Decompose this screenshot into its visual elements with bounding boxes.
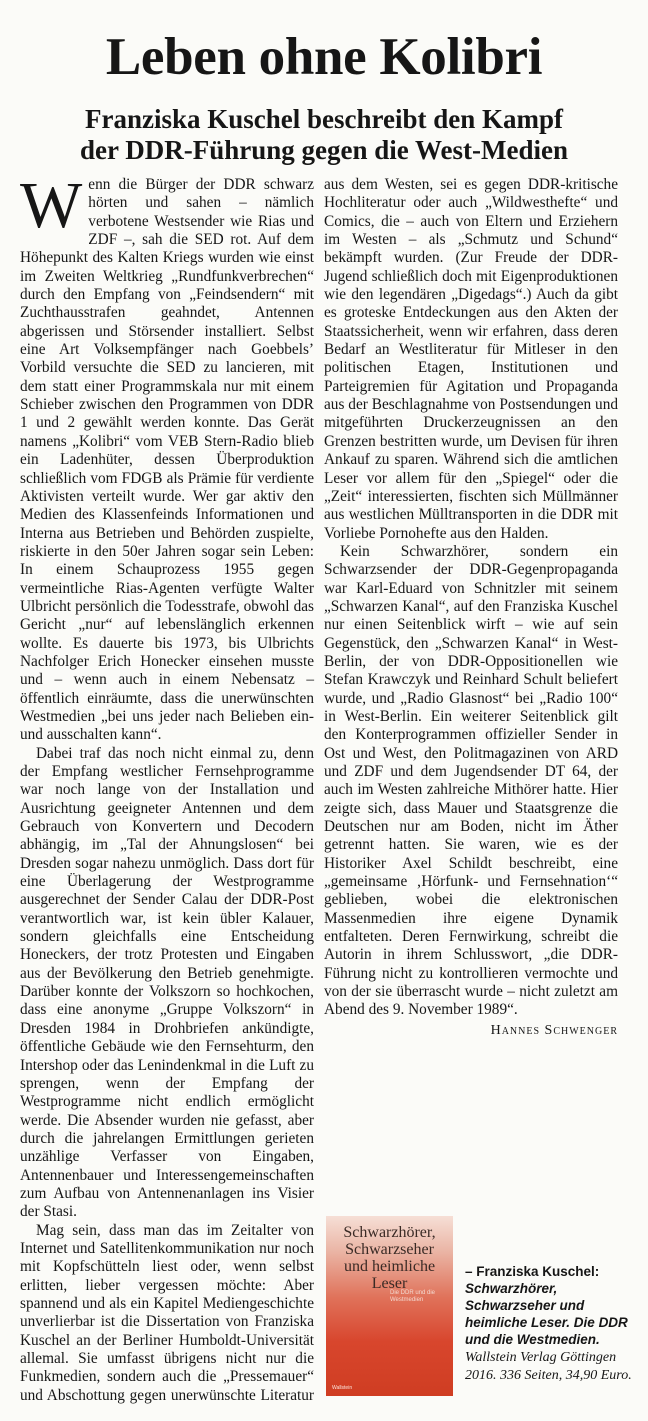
book-cover-title-line: Schwarzseher — [345, 1241, 434, 1258]
book-cover-title-line: Leser — [371, 1275, 408, 1292]
article-column-right — [324, 176, 618, 1040]
book-cover-title-line: Schwarzhörer, — [343, 1224, 436, 1241]
paragraph-1-text: enn die Bürger der DDR schwarz hörten und sahen – nämlich verbotene Westsender wie Rias und ZDF –, sah die SED rot. Auf dem Höhepunkt des Kalten Kriegs wurden wie einst im Zweiten Weltkrieg „Rundfunkverbrechen“ durch den Empfang von „Feindsendern“ mit Zuchthausstrafen geahndet, Antennen abgerissen und Störsender installiert. Selbst eine Art Volksempfänger nach Goebbels’ Vorbild versuchte die SED zu lancieren, mit dem statt einer Programmskala nur mit einem Schieber zwischen den Programmen von DDR 1 und 2 gewählt werden konnte. Das Gerät namens „Kolibri“ vom VEB Stern-Radio blieb ein Ladenhüter, dessen Überproduktion schließlich vom FDGB als Prämie für verdiente Aktivisten verteilt wurde. Wer gar aktiv den Medien des Klassenfeinds Informationen und Interna aus Betrieben und Behörden zuspielte, riskierte in den 50er Jahren sogar sein Leben: In einem Schauprozess 1955 gegen vermeintliche Rias-Agenten verfügte Walter Ulbricht persönlich die Todesstrafe, obwohl das Gericht „nur“ auf lebenslänglich erkennen wollte. Es dauerte bis 1973, bis Ulbrichts Nachfolger Erich Honecker einsehen musste und – wenn auch in einem Nebensatz – öffentlich einräumte, dass die unerwünschten Westmedien „bei uns jeder nach Belieben ein- und ausschalten kann“. — [20, 176, 314, 744]
book-caption — [465, 1263, 635, 1384]
paragraph-3: Mag sein, dass man das im Zeitalter von Internet und Satellitenkommunikation nur noch mit Kopfschütteln liest oder, wenn selbst erlitten, lieber vergessen möchte: Aber spannend und als ein Kapitel Mediengeschichte unverlierbar ist die Dissertation von Franziska Kuschel an der Berliner Humboldt-Universität allemal. Sie umfasst übrigens nicht nur die Funkmedien, sondern auch die „Pressemauer“ und Abschottung gegen unerwünschte Literatur — [20, 1221, 314, 1404]
book-cover-subtitle: Die DDR und die Westmedien — [390, 1290, 436, 1303]
headline: Leben ohne Kolibri — [105, 28, 543, 86]
book-cover-title — [332, 1224, 447, 1292]
subtitle-line-1: Franziska Kuschel beschreibt den Kampf — [84, 104, 564, 134]
book-cover-image — [326, 1216, 453, 1396]
drop-cap: W — [20, 169, 83, 242]
article-column-left — [20, 169, 314, 1405]
book-cover-title-line: und heimliche — [343, 1258, 436, 1275]
paragraph-2: Dabei traf das noch nicht einmal zu, denn der Empfang westlicher Fernsehprogramme war noch lange von der Installation und Ausrichtung geeigneter Antennen und dem Gebrauch von Konvertern und Decodern abhängig, im „Tal der Ahnungslosen“ bei Dresden sogar nahezu unmöglich. Dass dort für eine Überlagerung der Westprogramme ausgerechnet der Sender Calau der DDR-Post verantwortlich war, ist kein übler Kalauer, sondern gleichfalls eine Entscheidung Honeckers, der trotz Protesten und Eingaben aus der Bevölkerung den Betrieb genehmigte. Darüber konnte der Volkszorn so hochkochen, dass eine anonyme „Gruppe Volkszorn“ in Dresden 1984 in Drohbriefen ankündigte, öffentliche Gebäude wie den Fernsehturm, den Intershop oder das Lenindenkmal in die Luft zu sprengen, wenn der Empfang der Westprogramme nicht endlich ermöglicht werde. Die Absender wurden nie gefasst, aber durch die jahrelangen Ermittlungen gerieten unzählige Verfasser von Eingaben, Antennenbauer und Interessengemeinschaften zum Aufbau von Antennenanlagen ins Visier der Stasi. — [20, 744, 314, 1221]
caption-title: Schwarzhörer, Schwarzseher und heimliche Leser. Die DDR und die Westmedien. — [465, 1281, 628, 1347]
paragraph-3-continued: aus dem Westen, sei es gegen DDR-kritische Hochliteratur oder auch „Wildwesthefte“ und Comics, die – auch von Eltern und Erziehern im Westen – als „Schmutz und Schund“ bekämpft wurden. (Zur Freude der DDR-Jugend schließlich doch mit Eigenproduktionen wie den legendären „Digedags“.) Auch da gibt es groteske Entdeckungen aus den Akten der Staatssicherheit, wenn wir erfahren, dass deren Bedarf an Westliteratur für Mitleser in den politischen Etagen, Institutionen und Parteigremien für Agitation und Propaganda aus der Beschlagnahme von Postsendungen und mitgeführten Druckerzeugnissen an den Grenzen bestritten wurde, um Devisen für ihren Ankauf zu sparen. Während sich die amtlichen Leser vor allem für den „Spiegel“ oder die „Zeit“ interessierten, fischten sich Müllmänner aus westlichen Mülltransporten in die DDR mit Vorliebe Pornohefte aus den Halden. — [324, 176, 618, 542]
subtitle-line-2: der DDR-Führung gegen die West-Medien — [80, 135, 568, 165]
paragraph-1 — [20, 169, 314, 745]
caption-author: – Franziska Kuschel: — [465, 1264, 600, 1279]
book-cover-publisher: Wallstein — [332, 1385, 353, 1391]
paragraph-4: Kein Schwarzhörer, sondern ein Schwarzsender der DDR-Gegenpropaganda war Karl-Eduard von Schnitzler mit seinem „Schwarzen Kanal“, auf den Franziska Kuschel nur einen Seitenblick wirft – wie auf sein Gegenstück, den „Schwarzen Kanal“ in West-Berlin, der von DDR-Oppositionellen wie Stefan Krawczyk und Reinhard Schult beliefert wurde, und „Radio Glasnost“ bei „Radio 100“ in West-Berlin. Ein weiterer Seitenblick gilt den Konterprogrammen offizieller Sender in Ost und West, den Politmagazinen von ARD und ZDF und dem Jugendsender DT 64, der auch im Westen zahlreiche Mithörer hatte. Hier zeigte sich, dass Mauer und Staatsgrenze die Deutschen nur am Boden, nicht im Äther getrennt hatten. Sie waren, wie es der Historiker Axel Schildt beschreibt, eine „gemeinsame ‚Hörfunk- und Fernsehnation‘“ geblieben, wobei die elektronischen Massenmedien ihre eigene Dynamik entfalteten. Deren Fernwirkung, schreibt die Autorin in ihrem Schlusswort, „die DDR-Führung nicht zu kontrollieren vermochte und von der sie überrascht wurde – nicht zuletzt am Abend des 9. November 1989“. — [324, 542, 618, 1019]
caption-details: Wallstein Verlag Göttingen 2016. 336 Seiten, 34,90 Euro. — [465, 1350, 632, 1383]
subtitle — [0, 104, 648, 166]
author-byline: Hannes Schwenger — [490, 1022, 618, 1038]
